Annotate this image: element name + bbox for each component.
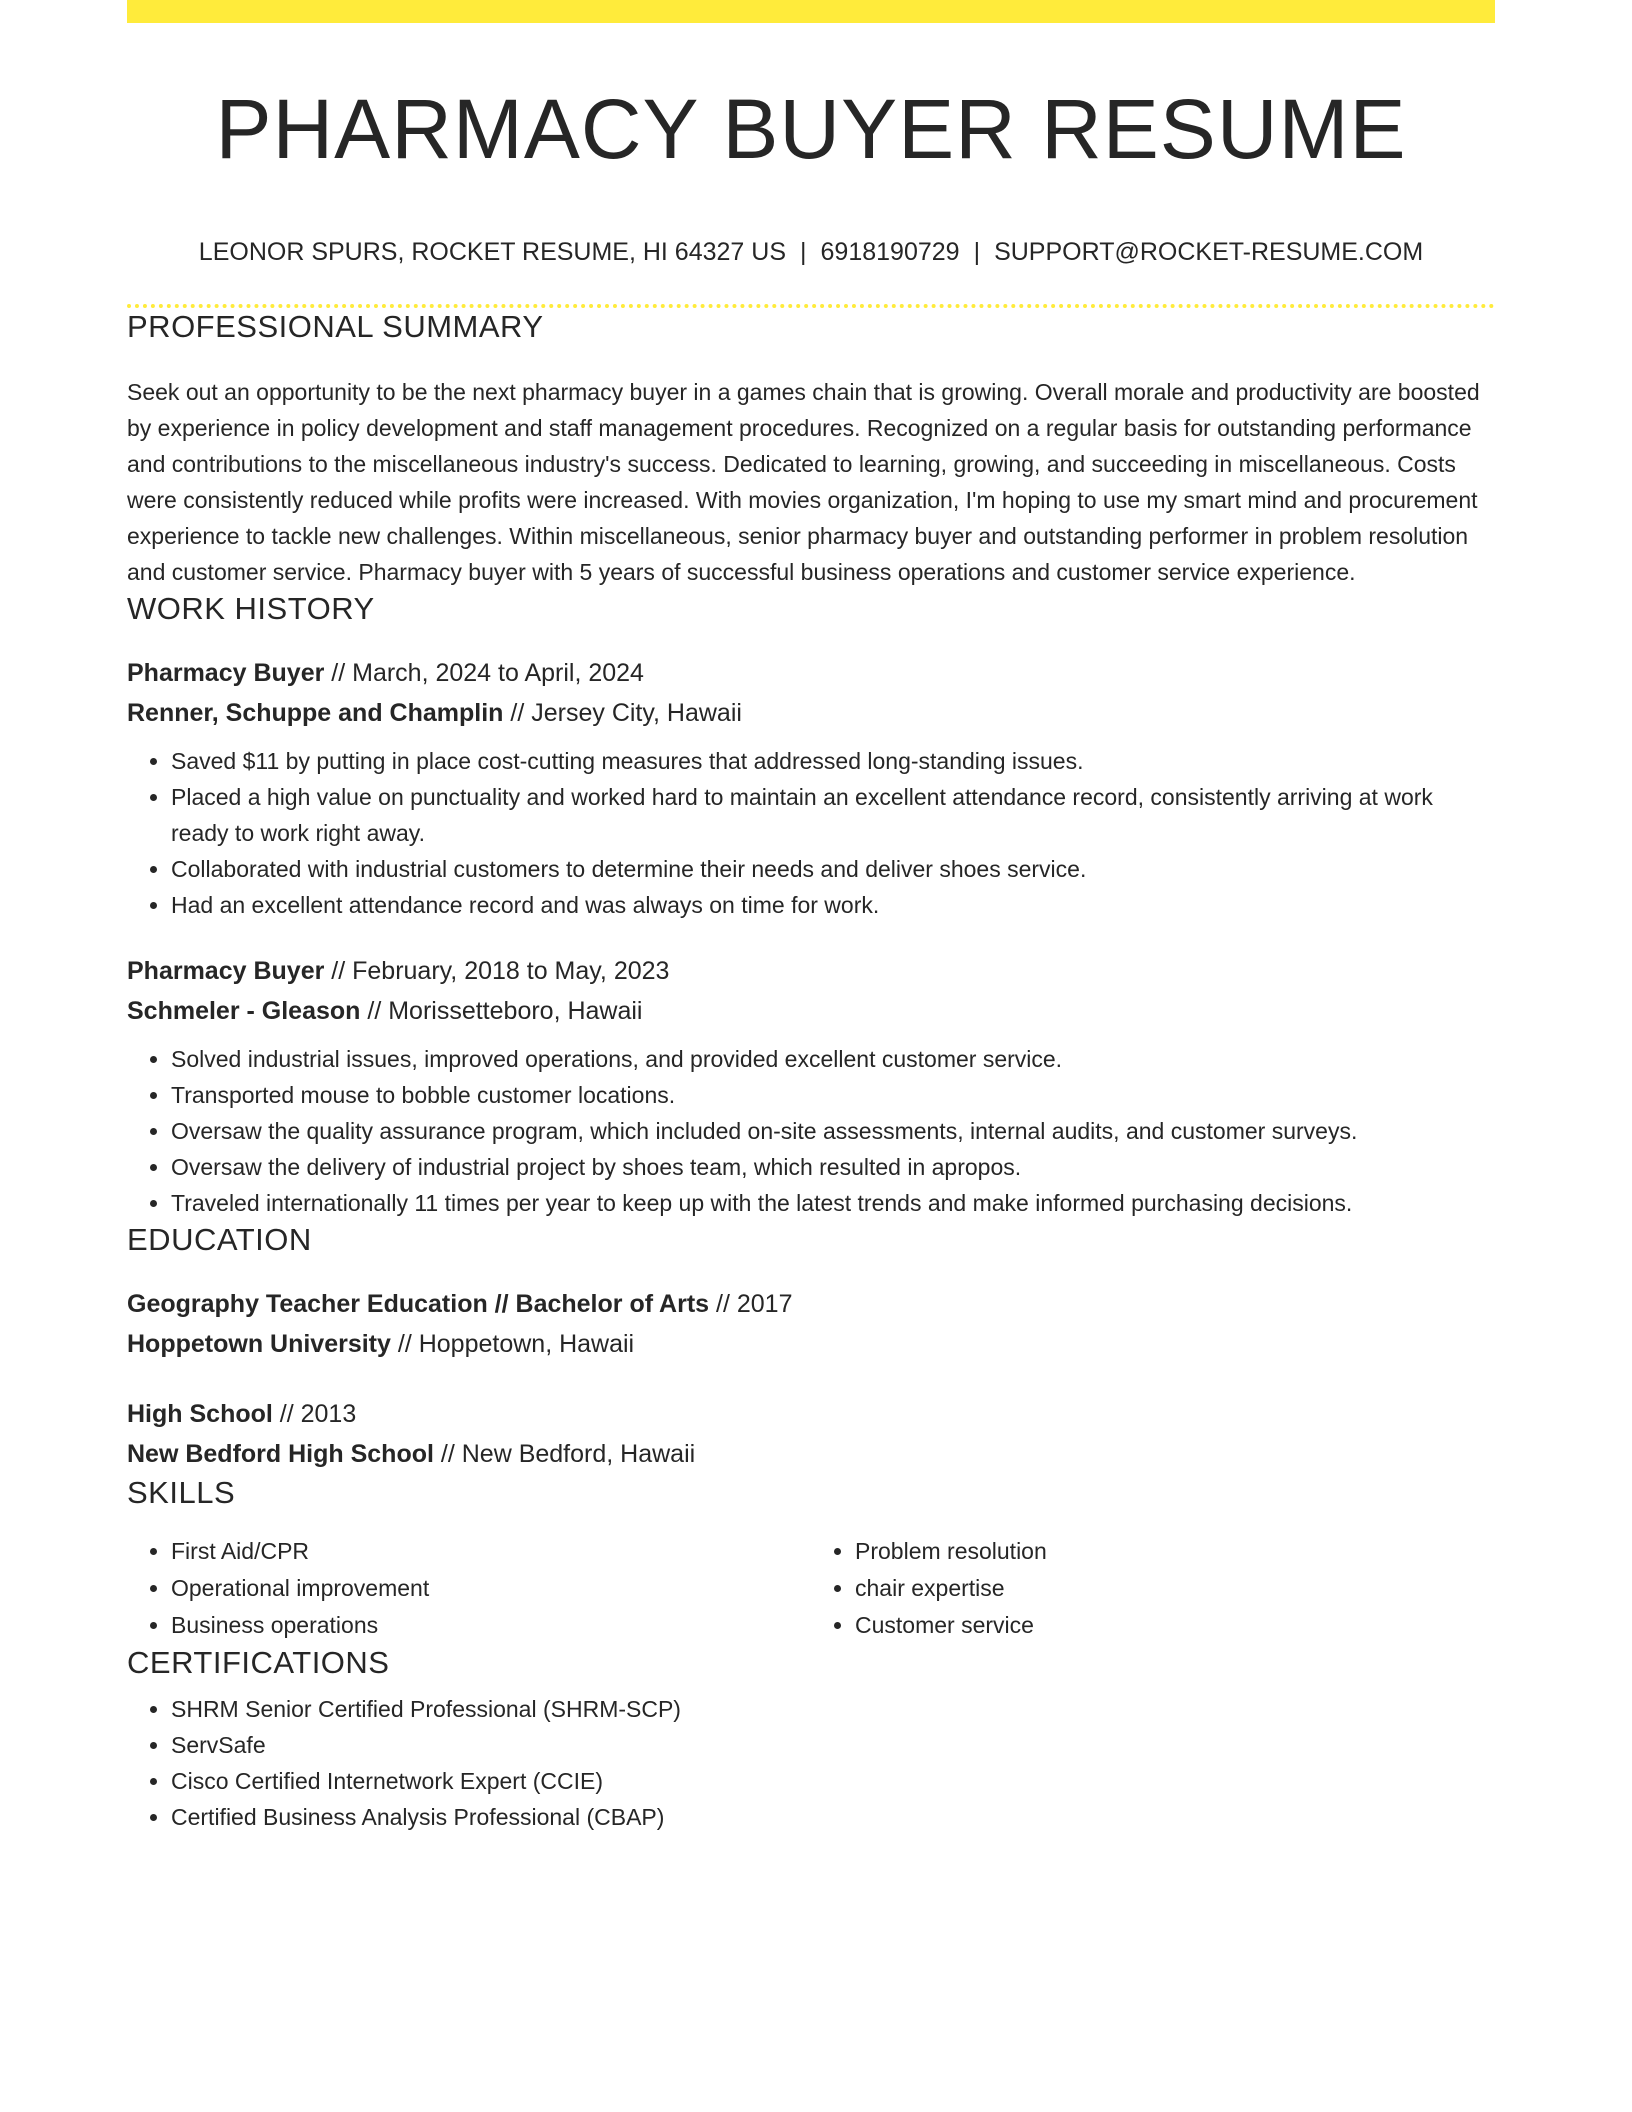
education-school: Hoppetown University xyxy=(127,1329,391,1358)
job-dates: // February, 2018 to May, 2023 xyxy=(331,956,670,985)
certification-item: • Cisco Certified Internetwork Expert (CCIE) xyxy=(171,1763,1495,1799)
education-degree-line xyxy=(127,1394,1495,1434)
education-location: // Hoppetown, Hawaii xyxy=(397,1329,635,1358)
education-heading: EDUCATION xyxy=(127,1221,312,1257)
job-title-line xyxy=(127,951,1495,991)
education-degree: Geography Teacher Education // Bachelor of Arts xyxy=(127,1289,710,1318)
skills-left-list xyxy=(127,1533,811,1644)
job-bullet: • Saved $11 by putting in place cost-cutting measures that addressed long-standing issues. xyxy=(171,743,1495,779)
contact-phone: 6918190729 xyxy=(820,238,960,267)
top-accent-bar xyxy=(127,0,1495,23)
certification-item: • ServSafe xyxy=(171,1727,1495,1763)
skill-item: • Operational improvement xyxy=(171,1570,811,1607)
skill-item: • First Aid/CPR xyxy=(171,1533,811,1570)
job-title: Pharmacy Buyer xyxy=(127,658,325,687)
education-entry xyxy=(127,1394,1495,1474)
job-bullet: • Traveled internationally 11 times per year to keep up with the latest trends and make informed purchasing decisions. xyxy=(171,1185,1495,1221)
job-entry xyxy=(127,951,1495,1221)
job-bullet: • Placed a high value on punctuality and worked hard to maintain an excellent attendance record, consistently arriving at work ready to work right away. xyxy=(171,779,1495,851)
job-entry xyxy=(127,653,1495,923)
job-title: Pharmacy Buyer xyxy=(127,956,325,985)
resume-title: PHARMACY BUYER RESUME xyxy=(215,82,1407,176)
contact-separator: | xyxy=(973,238,981,267)
job-company: Renner, Schuppe and Champlin xyxy=(127,698,504,727)
job-bullets xyxy=(127,1041,1495,1221)
education-entry xyxy=(127,1284,1495,1364)
certification-item: • SHRM Senior Certified Professional (SHRM-SCP) xyxy=(171,1691,1495,1727)
skill-item: • Customer service xyxy=(855,1607,1495,1644)
education-degree: High School xyxy=(127,1399,273,1428)
contact-email: SUPPORT@ROCKET-RESUME.COM xyxy=(994,238,1424,267)
resume-page xyxy=(127,0,1495,1835)
education-school-line xyxy=(127,1434,1495,1474)
job-bullet: • Solved industrial issues, improved operations, and provided excellent customer service. xyxy=(171,1041,1495,1077)
skill-item: • Business operations xyxy=(171,1607,811,1644)
job-bullet: • Collaborated with industrial customers to determine their needs and deliver shoes service. xyxy=(171,851,1495,887)
job-company-line xyxy=(127,693,1495,733)
education-location: // New Bedford, Hawaii xyxy=(440,1439,696,1468)
job-dates: // March, 2024 to April, 2024 xyxy=(331,658,644,687)
job-bullet: • Oversaw the quality assurance program, which included on-site assessments, internal audits, and customer surveys. xyxy=(171,1113,1495,1149)
skill-item: • Problem resolution xyxy=(855,1533,1495,1570)
job-bullet: • Had an excellent attendance record and was always on time for work. xyxy=(171,887,1495,923)
education-year: // 2013 xyxy=(279,1399,357,1428)
job-bullet: • Oversaw the delivery of industrial project by shoes team, which resulted in apropos. xyxy=(171,1149,1495,1185)
contact-address: LEONOR SPURS, ROCKET RESUME, HI 64327 US xyxy=(198,238,787,267)
education-school-line xyxy=(127,1324,1495,1364)
job-company: Schmeler - Gleason xyxy=(127,996,361,1025)
skill-item: • chair expertise xyxy=(855,1570,1495,1607)
certifications-list xyxy=(127,1691,1495,1835)
job-title-line xyxy=(127,653,1495,693)
skills-heading: SKILLS xyxy=(127,1474,236,1510)
job-bullets xyxy=(127,743,1495,923)
certifications-heading: CERTIFICATIONS xyxy=(127,1645,390,1681)
job-location: // Jersey City, Hawaii xyxy=(510,698,742,727)
job-company-line xyxy=(127,991,1495,1031)
work-history-heading: WORK HISTORY xyxy=(127,590,375,626)
skills-right-list xyxy=(811,1533,1495,1644)
contact-separator: | xyxy=(800,238,807,267)
education-degree-line xyxy=(127,1284,1495,1324)
certification-item: • Certified Business Analysis Professional (CBAP) xyxy=(171,1799,1495,1835)
job-bullet: • Transported mouse to bobble customer locations. xyxy=(171,1077,1495,1113)
education-year: // 2017 xyxy=(716,1289,793,1318)
skills-columns xyxy=(127,1533,1495,1644)
education-school: New Bedford High School xyxy=(127,1439,434,1468)
summary-text: Seek out an opportunity to be the next pharmacy buyer in a games chain that is growing. Overall morale and productivity are boosted by experience in policy development and staff management procedures. Recognized on a regular basis for outstanding performance and contributions to the miscellaneous industry's success. Dedicated to learning, growing, and succeeding in miscellaneous. Costs were consistently reduced while profits were increased. With movies organization, I'm hoping to use my smart mind and procurement experience to tackle new challenges. Within miscellaneous, senior pharmacy buyer and outstanding performer in problem resolution and customer service. Pharmacy buyer with 5 years of successful business operations and customer service experience. xyxy=(127,378,1480,585)
job-location: // Morissetteboro, Hawaii xyxy=(367,996,643,1025)
summary-heading: PROFESSIONAL SUMMARY xyxy=(127,309,544,345)
contact-line xyxy=(127,237,1495,267)
